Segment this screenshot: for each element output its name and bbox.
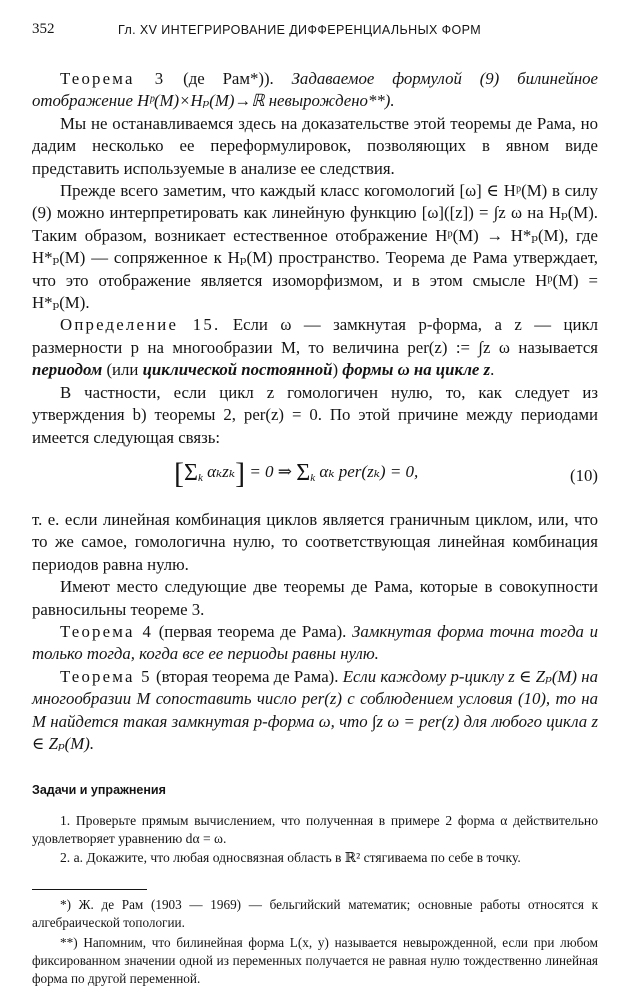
exercise-2: 2. а. Докажите, что любая односвязная область в ℝ² стягиваема по себе в точку. <box>60 849 521 865</box>
definition-15-text-d: . <box>490 360 495 380</box>
theorem-3-statement: Задаваемое формулой (9) билинейное отображение Hᵖ(M)×Hₚ(M)→ℝ невырождено**). <box>32 69 598 111</box>
bracket-close: ] <box>235 456 246 490</box>
sum-symbol-left: Σ <box>184 459 198 486</box>
formula-middle: = 0 ⇒ <box>245 461 297 481</box>
bracket-open: [ <box>174 456 184 490</box>
formula-lhs-term: αₖzₖ <box>207 461 236 481</box>
sum-index-left: k <box>197 471 203 484</box>
paragraph-2: Прежде всего заметим, что каждый класс когомологий [ω] ∈ Hᵖ(M) в силу (9) можно интерпретировать как линейную функцию [ω]([z]) = ∫z ω на Hₚ(M). Таким образом, возникает естественное отображение Hᵖ(M) → H*ₚ(M), где H*ₚ(M) — сопряженное к Hₚ(M) пространство. Теорема де Рама утверждает, что это отображение является изоморфизмом, и в этом смысле Hᵖ(M) = H*ₚ(M). <box>32 181 598 313</box>
footnote-1: *) Ж. де Рам (1903 — 1969) — бельгийский математик; основные работы относятся к алгебраической топологии. <box>32 897 598 931</box>
term-period: периодом <box>32 360 103 380</box>
page-number: 352 <box>32 21 55 37</box>
theorem-4-label: Теорема 4 <box>60 621 154 641</box>
definition-15-text-c: ) <box>332 360 343 380</box>
definition-15-text-a: Если ω — замкнутая p-форма, а z — цикл размерности p на многообразии M, то величина per(z) := ∫z ω называется <box>32 315 598 357</box>
term-cyclic-constant: циклической постоянной <box>142 360 333 380</box>
theorem-4 <box>32 621 598 666</box>
exercises-title: Задачи и упражнения <box>32 783 166 798</box>
formula-number: (10) <box>570 465 598 485</box>
theorem-5 <box>32 666 598 756</box>
theorem-3 <box>32 68 598 113</box>
exercise-1: 1. Проверьте прямым вычислением, что полученная в примере 2 форма α действительно удовлетворяет уравнению dα = ω. <box>32 812 598 847</box>
theorem-3-attribution: (де Рам*)). <box>165 69 292 88</box>
theorem-5-statement: Если каждому p-циклу z ∈ Zₚ(M) на многообразии M сопоставить число per(z) с соблюдением условия (10), то на M найдется такая замкнутая p-форма ω, что ∫z ω = per(z) для любого цикла z ∈ Zₚ(M). <box>32 666 598 753</box>
theorem-5-attribution: (вторая теорема де Рама). <box>151 666 343 686</box>
formula-10-expression <box>174 456 419 490</box>
paragraph-4: В частности, если цикл z гомологичен нулю, то, как следует из утверждения b) теоремы 2, per(z) = 0. По этой причине между периодами имеется следующая связь: <box>32 382 598 447</box>
definition-15 <box>32 314 598 381</box>
paragraph-1: Мы не останавливаемся здесь на доказательстве этой теоремы де Рама, но дадим несколько ее переформулировок, позволяющих в явном виде представить используемые в анализе ее следствия. <box>32 113 598 178</box>
paragraph-5: т. е. если линейная комбинация циклов является граничным циклом, или, что то же самое, гомологична нулю, то соответствующая линейная комбинация периодов равна нулю. <box>32 509 598 574</box>
theorem-4-statement: Замкнутая форма точна тогда и только тогда, когда все ее периоды равны нулю. <box>32 621 598 664</box>
sum-index-right: k <box>310 471 316 484</box>
theorem-4-attribution: (первая теорема де Рама). <box>153 621 353 641</box>
formula-10 <box>32 453 598 503</box>
paragraph-6: Имеют место следующие две теоремы де Рама, которые в совокупности равносильны теореме 3. <box>32 577 598 619</box>
definition-15-text-b: (или <box>102 360 143 380</box>
sum-symbol-right: Σ <box>296 459 311 486</box>
footnote-2: **) Напомним, что билинейная форма L(x, y) называется невырожденной, если при любом фиксированном значении одной из переменных получается не равная нулю тождественно линейная форма по другой переменной. <box>32 935 598 987</box>
term-form-on-cycle: формы ω на цикле z <box>342 360 491 380</box>
theorem-5-label: Теорема 5 <box>60 666 152 686</box>
page-header <box>32 18 598 44</box>
theorem-3-label: Теорема 3 <box>60 69 166 88</box>
definition-15-label: Определение 15. <box>60 315 221 335</box>
main-text <box>32 68 598 988</box>
formula-rhs-term: αₖ per(zₖ) = 0, <box>319 461 419 481</box>
running-head: Гл. XV ИНТЕГРИРОВАНИЕ ДИФФЕРЕНЦИАЛЬНЫХ ФОРМ <box>118 23 482 37</box>
footnote-divider <box>32 889 147 890</box>
